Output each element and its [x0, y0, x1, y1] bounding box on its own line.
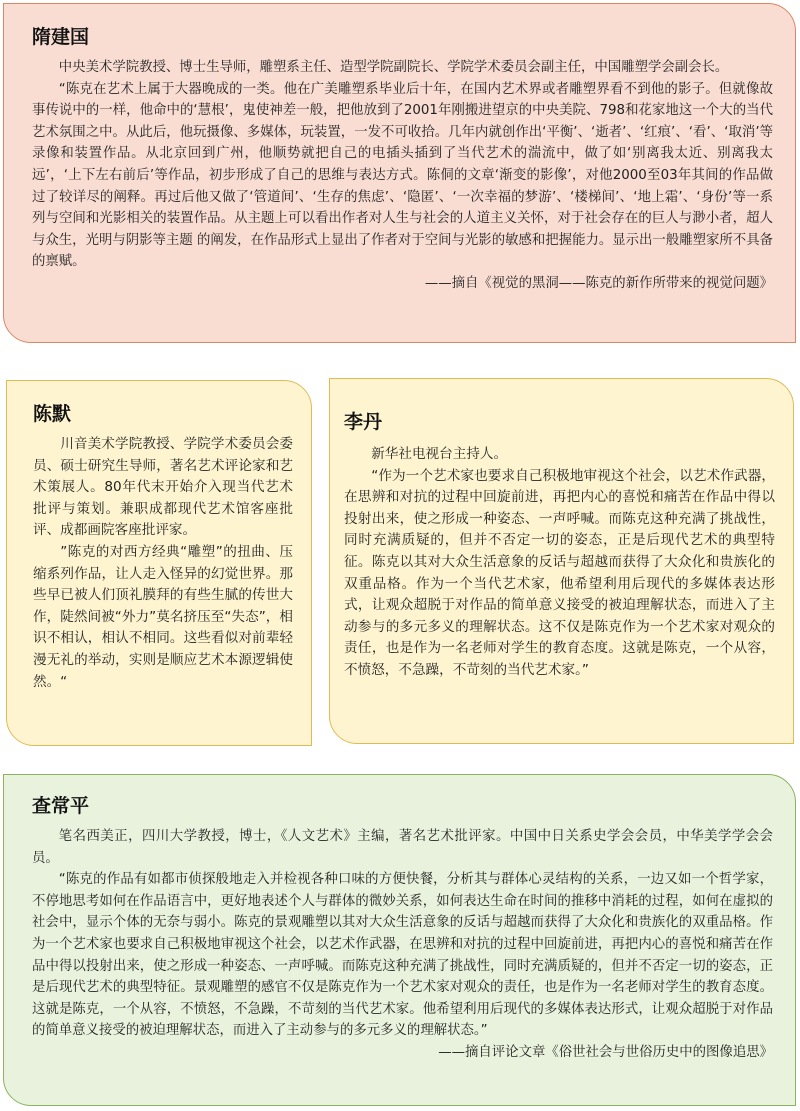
critic-quote: “陈克的作品有如都市侦探般地走入并检视各种口味的方便快餐，分析其与群体心灵结构的关系，一边又如一个哲学家，不停地思考如何在作品语言中，更好地表述个人与群体的微妙关系，如何表达生命在时间的推移中消耗的过程，如何在虚拟的社会中，显示个体的无奈与弱小。陈克的景观雕塑以其对大众生活意象的反话与超越而获得了大众化和贵族化的双重品格。作为一个艺术家也要求自己积极地审视这个社会，以艺术作武器，在思辨和对抗的过程中回旋前进，再把内心的喜悦和痛苦在作品中得以投射出来，使之形成一种姿态、一声呼喊。而陈克这种充满了挑战性，同时充满质疑的，但并不否定一切的姿态，正是后现代艺术的典型特征。景观雕塑的感官不仅是陈克作为一个艺术家对观众的责任，也是作为一名老师对学生的教育态度。这就是陈克，一个从容，不愤怒，不急躁，不苛刻的当代艺术家。他希望利用后现代的多媒体表达形式，让观众超脱于对作品的简单意义接受的被迫理解状态，而进入了主动参与的多元多义的理解状态。” — [32, 872, 773, 1039]
critic-bio: 中央美术学院教授、博士生导师，雕塑系主任、造型学院副院长、学院学术委员会副主任，中国雕塑学会副会长。 — [58, 60, 729, 75]
critic-quote: “陈克在艺术上属于大器晚成的一类。他在广美雕塑系毕业后十年，在国内艺术界或者雕塑界看不到他的影子。但就像故事传说中的一样，他命中的‘慧根’，鬼使神差一般，把他放到了2001年刚搬进望京的中央美院、798和花家地这一个大的当代艺术氛围之中。从此后，他玩摄像、多媒体，玩装置，一发不可收拾。几年内就创作出‘平衡’、‘逝者’、‘红痕’、‘看’、‘取消’等录像和装置作品。从北京回到广州，他顺势就把自己的电插头插到了当代艺术的湍流中，做了如‘别离我太近、别离我太远’，‘上下左右前后’等作品，初步形成了自己的思维与表达方式。陈侗的文章‘渐变的影像’，对他2000至03年其间的作品做过了较详尽的阐释。再过后他又做了‘管道间’、‘生存的焦虑’、‘隐匿’、‘一次幸福的梦游’、‘楼梯间’、‘地上霜’、‘身份’等一系列与空间和光影相关的装置作品。从主题上可以看出作者对人生与社会的人道主义关怀，对于社会存在的巨人与渺小者，超人与众生，光明与阴影等主题 的阐发，在作品形式上显出了作者对于空间与光影的敏感和把握能力。显示出一般雕塑家所不具备的禀赋。 — [32, 81, 773, 270]
critic-name: 李丹 — [344, 411, 383, 433]
critic-quote: “作为一个艺术家也要求自己积极地审视这个社会，以艺术作武器，在思辨和对抗的过程中回旋前进，再把内心的喜悦和痛苦在作品中得以投射出来，使之形成一种姿态、一声呼喊。而陈克这种充满了挑战性，同时充满质疑的，但并不否定一切的姿态，正是后现代艺术的典型特征。陈克以其对大众生活意象的反话与超越而获得了大众化和贵族化的双重品格。作为一个当代艺术家，他希望利用后现代的多媒体表达形式，让观众超脱于对作品的简单意义接受的被迫理解状态，而进入了主动参与的多元多义的理解状态。这不仅是陈克作为一个艺术家对观众的责任，也是作为一名老师对学生的教育态度。这就是陈克，一个从容，不愤怒，不急躁，不苛刻的当代艺术家。” — [344, 467, 775, 678]
quote-source: ——摘自《视觉的黑洞——陈克的新作所带来的视觉问题》 — [424, 275, 773, 291]
critic-name: 隋建国 — [32, 26, 90, 48]
card-sui-jianguo — [3, 3, 796, 343]
critic-bio: 川音美术学院教授、学院学术委员会委员、硕士研究生导师，著名艺术评论家和艺术策展人。80年代末开始介入现当代艺术批评与策划。兼职成都现代艺术馆客座批评、成都画院客座批评家。 — [33, 436, 293, 539]
critic-bio: 新华社电视台主持人。 — [371, 446, 508, 462]
card-chen-mo — [6, 380, 312, 746]
quote-source: ——摘自评论文章《俗世社会与世俗历史中的图像追思》 — [438, 1044, 773, 1060]
critic-bio: 笔名西美正，四川大学教授，博士，《人文艺术》主编，著名艺术批评家。中国中日关系史学会会员，中华美学学会会员。 — [32, 829, 773, 866]
critic-quote: ”陈克的对西方经典“雕塑”的扭曲、压缩系列作品，让人走入怪异的幻觉世界。那些早已被人们顶礼膜拜的有些生腻的传世大作，陡然间被“外力”莫名挤压至“失态”，相识不相认，相认不相同。这些看似对前辈轻漫无礼的举动，实则是顺应艺术本源逻辑使然。“ — [33, 543, 293, 690]
critic-name: 陈默 — [33, 403, 72, 425]
critic-name: 查常平 — [32, 795, 90, 817]
card-li-dan — [329, 378, 794, 744]
card-zha-changping — [3, 774, 796, 1106]
